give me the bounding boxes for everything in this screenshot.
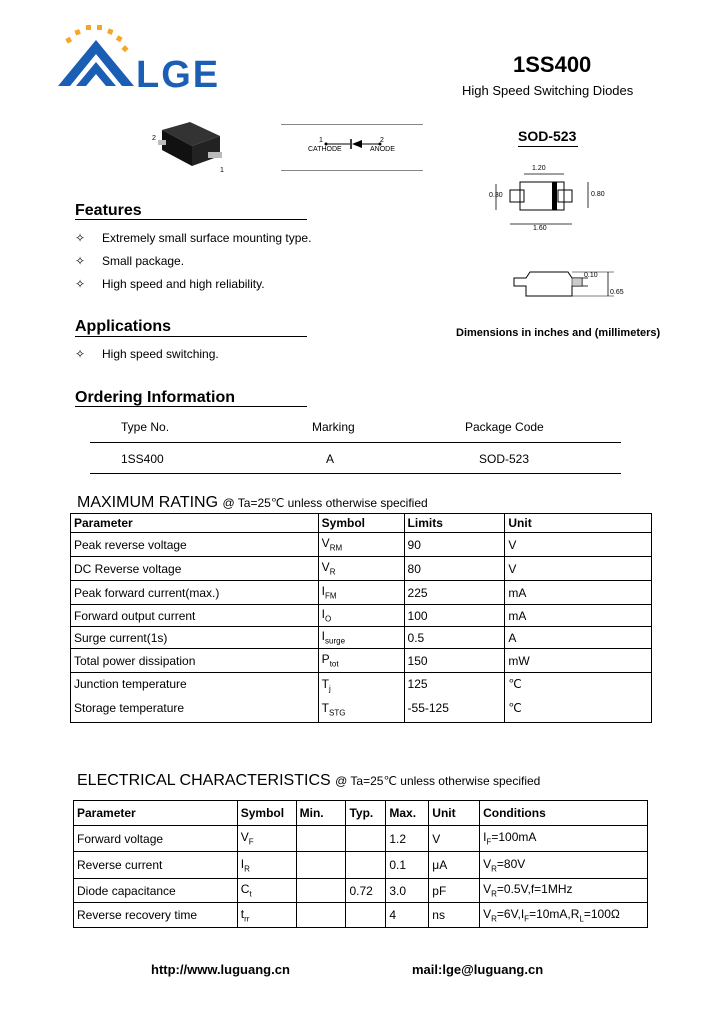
table-row: Forward voltage $V_F$ 1.2 V $I_F=100mA$ — [74, 826, 648, 852]
electrical-table — [73, 800, 648, 928]
table-row: Forward output current $I_O$ 100 mA — [71, 605, 652, 627]
table-row: Junction temperature Storage temperature $T_j$ $T_{STG}$ 125 -55-125 ℃ ℃ — [71, 673, 652, 723]
max-rating-caption — [77, 494, 428, 512]
part-number: 1SS400 — [513, 52, 592, 77]
electrical-caption — [77, 772, 540, 790]
dim-top-width: 1.20 — [532, 165, 546, 172]
brand-name: LGE — [136, 54, 221, 96]
max-rating-title: MAXIMUM RATING — [77, 494, 219, 511]
ordering-type-value: 1SS400 — [121, 452, 164, 466]
ordering-package-value: SOD-523 — [479, 452, 530, 466]
pkg-pin2-label: 2 — [152, 135, 156, 142]
ordering-header-marking: Marking — [312, 420, 355, 434]
table-row: Surge current(1s) $I_{surge}$ 0.5 A — [71, 627, 652, 649]
cathode-label: CATHODE — [308, 146, 342, 153]
package-title: SOD-523 — [518, 128, 577, 144]
pin2-label: 2 — [380, 137, 384, 144]
package-photo — [150, 118, 230, 174]
bullet-icon: ✧ — [75, 254, 86, 268]
table-header-row: Parameter Symbol Min. Typ. Max. Unit Conditions — [74, 801, 648, 826]
footer-mail[interactable]: mail:lge@luguang.cn — [412, 962, 544, 977]
bullet-icon: ✧ — [75, 231, 86, 245]
footer-url[interactable]: http://www.luguang.cn — [151, 962, 290, 977]
table-row: Reverse current $I_R$ 0.1 μA $V_R=80V$ — [74, 852, 648, 879]
table-row: DC Reverse voltage $V_R$ 80 V — [71, 557, 652, 581]
header-unit: Unit — [505, 514, 652, 533]
header-limits: Limits — [404, 514, 505, 533]
ordering-marking-value: A — [326, 452, 335, 466]
header-parameter: Parameter — [71, 514, 319, 533]
table-header-row — [71, 514, 652, 533]
pin1-label: 1 — [319, 137, 323, 144]
dim-body: 1.60 — [533, 225, 547, 232]
table-row: Peak forward current(max.) $I_{FM}$ 225 mA — [71, 581, 652, 605]
dim-total-h: 0.65 — [610, 289, 624, 296]
max-rating-table — [70, 513, 652, 723]
applications-title: Applications — [75, 318, 172, 335]
package-top-view — [486, 162, 616, 242]
bullet-icon: ✧ — [75, 347, 86, 361]
part-subtitle: High Speed Switching Diodes — [462, 83, 634, 98]
ordering-header-type: Type No. — [121, 420, 170, 434]
electrical-condition: @ Ta=25℃ unless otherwise specified — [335, 774, 541, 788]
dimension-note: Dimensions in inches and (millimeters) — [456, 327, 661, 339]
package-side-view — [506, 262, 626, 310]
table-row: Diode capacitance $C_t$ 0.72 3.0 pF $V_R=0.5V,f=1MHz$ — [74, 879, 648, 903]
dim-height: 0.80 — [591, 191, 605, 198]
header-symbol: Symbol — [318, 514, 404, 533]
dim-lead: 0.30 — [489, 192, 503, 199]
table-row: Total power dissipation $P_{tot}$ 150 mW — [71, 649, 652, 673]
bullet-icon: ✧ — [75, 277, 86, 291]
anode-label: ANODE — [370, 146, 395, 153]
table-row: Reverse recovery time $t_{rr}$ 4 ns $V_R=6V,I_F=10mA,R_L=100\Omega$ — [74, 903, 648, 928]
ordering-title: Ordering Information — [75, 389, 235, 406]
dim-lead-thk: 0.10 — [584, 272, 598, 279]
pkg-pin1-label: 1 — [220, 167, 224, 174]
electrical-title: ELECTRICAL CHARACTERISTICS — [77, 772, 331, 789]
ordering-header-package: Package Code — [465, 420, 544, 434]
logo-icon — [56, 22, 136, 90]
table-row: Peak reverse voltage $V_{RM}$ 90 V — [71, 533, 652, 557]
features-title: Features — [75, 202, 142, 219]
max-rating-condition: @ Ta=25℃ unless otherwise specified — [222, 496, 428, 510]
